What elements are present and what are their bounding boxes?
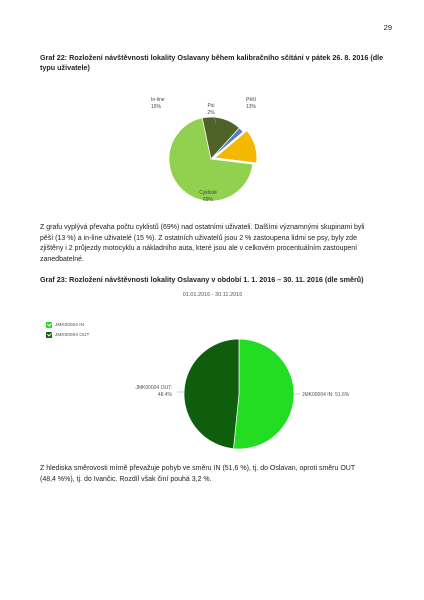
- label-pesi-name: Pěší: [246, 97, 257, 103]
- paragraph-1-line3: zjištěny i 2 průjezdy motocyklu a nákladního auta, které jsou ale v celkovém procentuálním zastoupení: [40, 245, 358, 252]
- label-in: JMK00004 IN: 51.6%: [302, 392, 350, 398]
- graf22-chart: [120, 96, 300, 211]
- paragraph-1-line2: pěší (13 %) a in-line uživatelé (15 %). Z ostatních uživatelů jsou 2 % zastoupena lidmi se psy, byly zde: [40, 234, 357, 242]
- label-psi-name: Psi: [207, 103, 215, 109]
- pie-slice-jmk00004-in: [233, 339, 294, 449]
- graf22-caption-line2: typu uživatele): [40, 63, 90, 72]
- graf23-pie-svg: [30, 292, 395, 452]
- graf23-chart-title: 01.01.2016 - 30.11.2016: [182, 292, 243, 298]
- paragraph-1-line4: zanedbatelné.: [40, 255, 84, 263]
- paragraph-1-line1: Z grafu vyplývá převaha počtu cyklistů (69%) nad ostatními uživateli. Dalšími významnými skupinami byli: [40, 224, 365, 231]
- graf22-pie-svg: [120, 96, 300, 211]
- label-inline-pct: 15%: [151, 104, 162, 110]
- legend-label-in: JMK00004 IN: [55, 322, 85, 328]
- label-inline-name: In-line: [151, 97, 165, 103]
- page-number: 29: [383, 23, 392, 32]
- paragraph-1: [40, 223, 388, 265]
- pie-slice-jmk00004-out: [184, 339, 239, 449]
- graf23-chart: [30, 292, 395, 452]
- paragraph-2-line1: Z hlediska směrovosti mírně převažuje pohyb ve směru IN (51,6 %), tj. do Oslavan, oproti směru OUT: [40, 465, 356, 472]
- label-out-name: JMK00004 OUT:: [135, 385, 172, 391]
- paragraph-2: [40, 464, 388, 485]
- label-out-pct: 48.4%: [157, 392, 172, 398]
- label-cyklo-name: Cyklisté: [199, 190, 217, 196]
- graf22-caption-line1: Graf 22: Rozložení návštěvnosti lokality Oslavany během kalibračního sčítání v pátek 26. 8. 2016 (dle: [40, 53, 384, 62]
- legend-label-out: JMK00004 OUT: [55, 332, 90, 338]
- graf23-caption: Graf 23: Rozložení návštěvnosti lokality Oslavany v období 1. 1. 2016 – 30. 11. 2016 (dle směrů): [40, 275, 364, 284]
- label-cyklo-pct: 69%: [202, 197, 214, 203]
- graf23-pie: [184, 339, 294, 449]
- paragraph-2-line2: (48,4 %%), tj. do Ivančic. Rozdíl však činí pouhá 3,2 %.: [40, 475, 212, 483]
- graf22-caption: [40, 53, 390, 73]
- graf22-pie: [169, 117, 257, 201]
- label-psi-pct: 2%: [207, 110, 215, 116]
- label-pesi-pct: 13%: [246, 104, 257, 110]
